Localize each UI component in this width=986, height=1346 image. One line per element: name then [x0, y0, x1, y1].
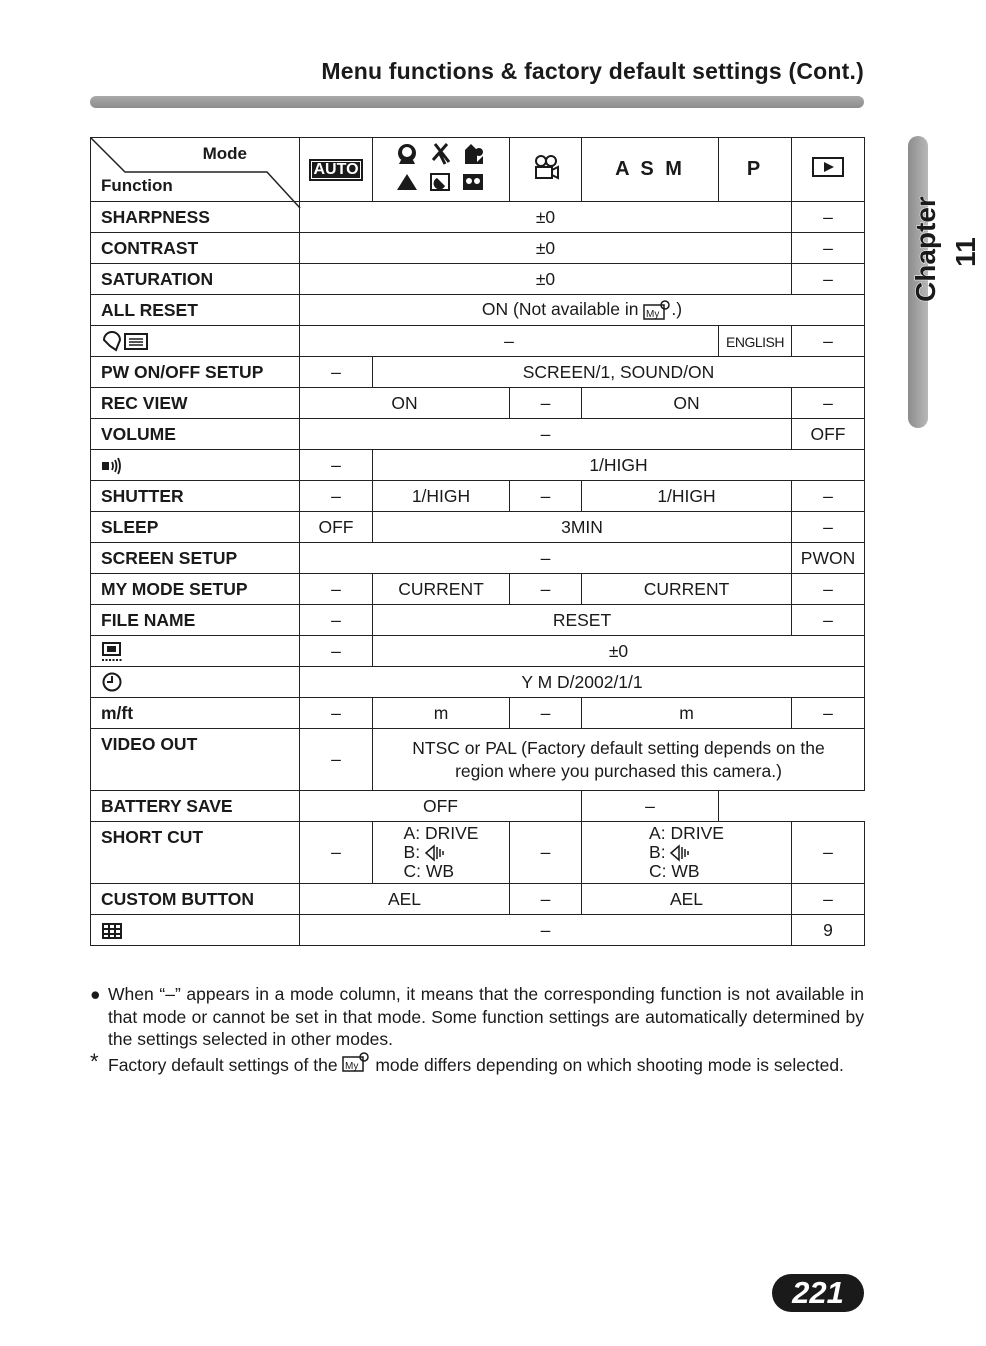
cell-value: ±0	[300, 233, 792, 264]
clock-icon	[101, 671, 123, 693]
diagonal-divider	[91, 138, 300, 208]
cell-value: –	[792, 264, 865, 295]
table-row	[91, 388, 865, 419]
cell-value: RESET	[373, 605, 792, 636]
table-row	[91, 636, 865, 667]
table-row	[91, 884, 865, 915]
index-display-icon	[101, 922, 123, 940]
page-number: 221	[772, 1274, 864, 1312]
cell-value: –	[300, 729, 373, 791]
cell-value: A: DRIVE B: C: WB	[582, 822, 792, 884]
chapter-label: Chapter 11	[910, 196, 981, 302]
cell-value: ±0	[373, 636, 865, 667]
title-rule	[90, 96, 864, 108]
playback-icon	[812, 157, 844, 177]
row-label: VIDEO OUT	[91, 729, 300, 791]
cell-value: –	[792, 388, 865, 419]
cell-value: OFF	[300, 512, 373, 543]
cell-value: 1/HIGH	[373, 481, 510, 512]
note-1: ● When “–” appears in a mode column, it means that the corresponding function is not available in that mode or cannot be set in that mode. Some function settings are automatically determined by the settings selected in other modes.	[90, 984, 864, 1049]
row-label: ALL RESET	[91, 295, 300, 326]
cell-value: –	[792, 884, 865, 915]
col-scene-header	[373, 138, 510, 202]
cell-value: –	[300, 450, 373, 481]
row-label: SCREEN SETUP	[91, 543, 300, 574]
cell-value: –	[792, 574, 865, 605]
row-label: MY MODE SETUP	[91, 574, 300, 605]
settings-table	[90, 137, 865, 946]
note-2: * Factory default settings of the My mode differs depending on which shooting mode is selected.	[90, 1048, 844, 1075]
table-row	[91, 326, 865, 357]
cell-value: CURRENT	[373, 574, 510, 605]
cell-value: 1/HIGH	[582, 481, 792, 512]
cell-value: ±0	[300, 202, 792, 233]
metering-icon	[670, 845, 692, 861]
table-row	[91, 822, 865, 884]
metering-icon	[425, 845, 447, 861]
table-row	[91, 512, 865, 543]
cell-value: –	[300, 357, 373, 388]
cell-value: –	[300, 915, 792, 946]
table-row	[91, 419, 865, 450]
row-label: SHARPNESS	[91, 202, 300, 233]
cell-value: Y M D/2002/1/1	[300, 667, 865, 698]
cell-value: ON	[300, 388, 510, 419]
cell-value: ON	[582, 388, 792, 419]
row-label: CUSTOM BUTTON	[91, 884, 300, 915]
row-label: SLEEP	[91, 512, 300, 543]
auto-mode-icon: AUTO	[309, 159, 362, 181]
cell-value: –	[510, 574, 582, 605]
cell-value: –	[300, 326, 719, 357]
row-label: CONTRAST	[91, 233, 300, 264]
cell-value: –	[300, 419, 792, 450]
row-label: BATTERY SAVE	[91, 791, 300, 822]
table-row	[91, 357, 865, 388]
row-label: REC VIEW	[91, 388, 300, 419]
cell-value: ON (Not available in My .)	[300, 295, 865, 326]
row-label: VOLUME	[91, 419, 300, 450]
cell-value: –	[582, 791, 719, 822]
cell-value: AEL	[582, 884, 792, 915]
beep-icon	[101, 457, 123, 475]
cell-value: –	[792, 698, 865, 729]
star-mark: *	[90, 1048, 99, 1074]
mode-function-header	[91, 138, 300, 202]
cell-value: –	[300, 481, 373, 512]
cell-value: –	[792, 233, 865, 264]
mode-label: Mode	[202, 144, 247, 163]
cell-value: OFF	[300, 791, 582, 822]
cell-value: ±0	[300, 264, 792, 295]
col-asm-header: A S M	[582, 138, 719, 202]
cell-value: 3MIN	[373, 512, 792, 543]
row-label	[91, 326, 300, 357]
cell-value: 1/HIGH	[373, 450, 865, 481]
cell-value: –	[792, 202, 865, 233]
my-mode-icon	[643, 299, 671, 321]
page-title: Menu functions & factory default settings (Cont.)	[321, 58, 864, 84]
monitor-brightness-icon	[101, 642, 123, 662]
cell-value: –	[510, 388, 582, 419]
cell-value: AEL	[300, 884, 510, 915]
table-row	[91, 729, 865, 791]
table-row	[91, 233, 865, 264]
cell-value: NTSC or PAL (Factory default setting depends on the region where you purchased this camera.)	[373, 729, 865, 791]
cell-value: –	[510, 884, 582, 915]
cell-value: –	[792, 481, 865, 512]
cell-value: A: DRIVE B: C: WB	[373, 822, 510, 884]
svg-text:My: My	[345, 1060, 359, 1072]
row-label: SATURATION	[91, 264, 300, 295]
table-row	[91, 450, 865, 481]
function-label: Function	[101, 176, 173, 195]
cell-value: OFF	[792, 419, 865, 450]
col-movie-header	[510, 138, 582, 202]
col-auto-header	[300, 138, 373, 202]
row-label	[91, 450, 300, 481]
cell-value: PWON	[792, 543, 865, 574]
cell-value: CURRENT	[582, 574, 792, 605]
cell-value: –	[300, 698, 373, 729]
row-label: SHORT CUT	[91, 822, 300, 884]
cell-value: –	[510, 822, 582, 884]
table-row	[91, 605, 865, 636]
row-label	[91, 915, 300, 946]
cell-value: –	[300, 636, 373, 667]
col-playback-header	[792, 138, 865, 202]
table-row	[91, 543, 865, 574]
row-label	[91, 667, 300, 698]
col-p-header: P	[719, 138, 792, 202]
table-row	[91, 295, 865, 326]
table-row	[91, 698, 865, 729]
row-label: SHUTTER	[91, 481, 300, 512]
cell-value: –	[510, 481, 582, 512]
table-row	[91, 264, 865, 295]
cell-value: –	[300, 543, 792, 574]
my-mode-icon	[342, 1051, 370, 1073]
cell-value: 9	[792, 915, 865, 946]
cell-value: m	[373, 698, 510, 729]
cell-value: m	[582, 698, 792, 729]
cell-value: –	[510, 698, 582, 729]
movie-camera-icon	[531, 152, 561, 182]
table-row	[91, 667, 865, 698]
cell-value: –	[792, 822, 865, 884]
cell-value: ENGLISH	[719, 326, 792, 357]
row-label: m/ft	[91, 698, 300, 729]
cell-value: SCREEN/1, SOUND/ON	[373, 357, 865, 388]
table-row	[91, 574, 865, 605]
cell-value: –	[300, 574, 373, 605]
row-label: FILE NAME	[91, 605, 300, 636]
table-row	[91, 481, 865, 512]
table-row	[91, 915, 865, 946]
cell-value: –	[792, 326, 865, 357]
language-icon	[101, 330, 149, 352]
svg-text:My: My	[646, 309, 660, 321]
header-row	[91, 138, 865, 202]
row-label: PW ON/OFF SETUP	[91, 357, 300, 388]
notes	[90, 983, 864, 1076]
cell-value: –	[300, 822, 373, 884]
cell-value: –	[792, 512, 865, 543]
bullet-mark: ●	[90, 984, 101, 1004]
cell-value: –	[300, 605, 373, 636]
scene-modes-icon	[391, 138, 491, 196]
table-row	[91, 791, 865, 822]
row-label	[91, 636, 300, 667]
cell-value: –	[792, 605, 865, 636]
